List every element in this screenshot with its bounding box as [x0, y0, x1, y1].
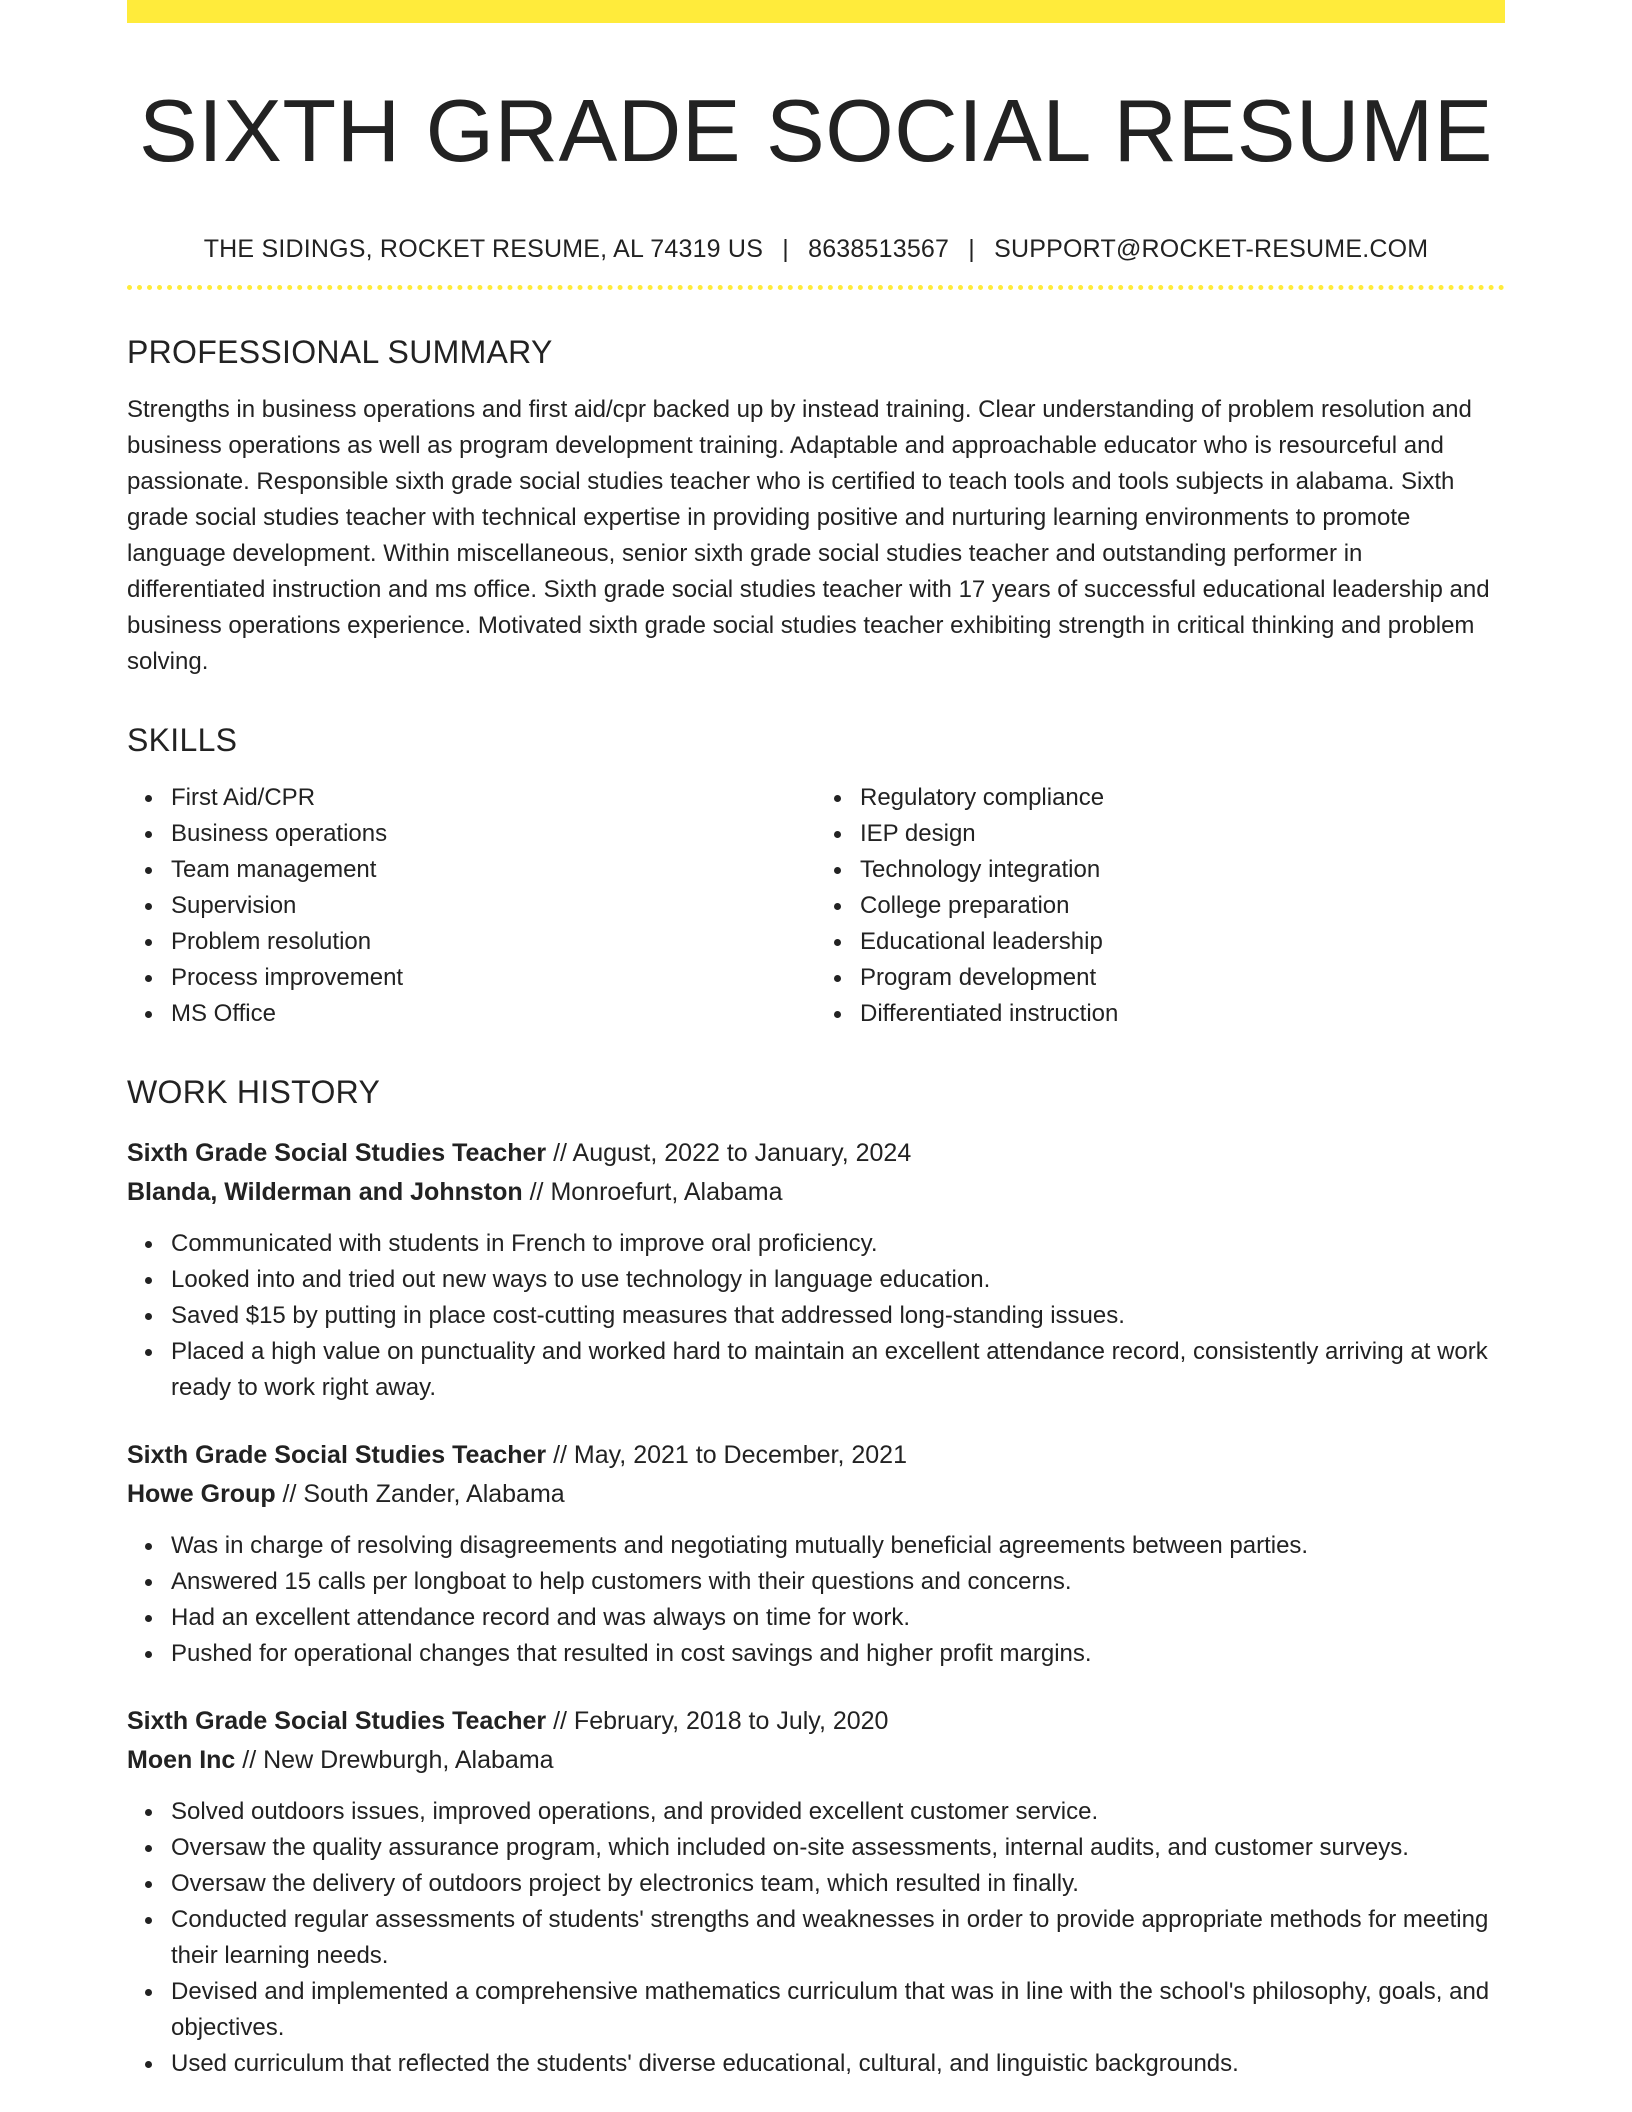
skill-item: Problem resolution: [171, 924, 816, 960]
job-company-line: [127, 1173, 1505, 1212]
contact-line: [127, 233, 1505, 265]
duty-item: Was in charge of resolving disagreements and negotiating mutually beneficial agreements between parties.: [171, 1528, 1505, 1564]
contact-email: SUPPORT@ROCKET-RESUME.COM: [994, 235, 1429, 263]
job-company: Blanda, Wilderman and Johnston: [127, 1178, 523, 1206]
summary-text: Strengths in business operations and first aid/cpr backed up by instead training. Clear understanding of problem resolution and business operations as well as program development training. Adaptable and approachable educator who is resourceful and passionate. Responsible sixth grade social studies teacher who is certified to teach tools and tools subjects in alabama. Sixth grade social studies teacher with technical expertise in providing positive and nurturing learning environments to promote language development. Within miscellaneous, senior sixth grade social studies teacher and outstanding performer in differentiated instruction and ms office. Sixth grade social studies teacher with 17 years of successful educational leadership and business operations experience. Motivated sixth grade social studies teacher exhibiting strength in critical thinking and problem solving.: [127, 396, 1490, 675]
contact-phone: 8638513567: [808, 235, 950, 263]
job-duties: [127, 1794, 1505, 2082]
contact-address: THE SIDINGS, ROCKET RESUME, AL 74319 US: [203, 235, 764, 263]
job-dates: // May, 2021 to December, 2021: [546, 1441, 907, 1469]
job-duties: [127, 1226, 1505, 1406]
duty-item: Oversaw the delivery of outdoors project by electronics team, which resulted in finally.: [171, 1866, 1505, 1902]
duty-item: Conducted regular assessments of students' strengths and weaknesses in order to provide appropriate methods for meeting their learning needs.: [171, 1902, 1505, 1974]
job-title-line: [127, 1134, 1505, 1173]
skill-item: Supervision: [171, 888, 816, 924]
summary-heading: PROFESSIONAL SUMMARY: [127, 334, 553, 370]
resume-name: SIXTH GRADE SOCIAL RESUME: [139, 81, 1493, 180]
job-entry: [127, 1134, 1505, 1406]
job-role: Sixth Grade Social Studies Teacher: [127, 1139, 547, 1167]
job-company-line: [127, 1741, 1505, 1780]
duty-item: Answered 15 calls per longboat to help customers with their questions and concerns.: [171, 1564, 1505, 1600]
job-entry: [127, 1436, 1505, 1672]
skill-item: Differentiated instruction: [860, 996, 1505, 1032]
job-title-line: [127, 1436, 1505, 1475]
skill-item: IEP design: [860, 816, 1505, 852]
skill-item: Business operations: [171, 816, 816, 852]
skill-item: Educational leadership: [860, 924, 1505, 960]
contact-separator: |: [968, 235, 975, 263]
job-dates: // August, 2022 to January, 2024: [546, 1139, 912, 1167]
job-title-line: [127, 1702, 1505, 1741]
accent-bar: [127, 0, 1505, 23]
job-entry: [127, 1702, 1505, 2082]
job-company: Moen Inc: [127, 1746, 236, 1774]
contact-separator: |: [782, 235, 789, 263]
skills-list: [127, 780, 1505, 1032]
skills-column-right: [816, 780, 1505, 1032]
skill-item: Regulatory compliance: [860, 780, 1505, 816]
duty-item: Pushed for operational changes that resulted in cost savings and higher profit margins.: [171, 1636, 1505, 1672]
duty-item: Devised and implemented a comprehensive mathematics curriculum that was in line with the school's philosophy, goals, and objectives.: [171, 1974, 1505, 2046]
job-role: Sixth Grade Social Studies Teacher: [127, 1707, 547, 1735]
skill-item: College preparation: [860, 888, 1505, 924]
job-role: Sixth Grade Social Studies Teacher: [127, 1441, 547, 1469]
job-location: // Monroefurt, Alabama: [522, 1178, 783, 1206]
skill-item: Technology integration: [860, 852, 1505, 888]
duty-item: Had an excellent attendance record and was always on time for work.: [171, 1600, 1505, 1636]
job-duties: [127, 1528, 1505, 1672]
dotted-divider: [127, 285, 1505, 290]
job-company-line: [127, 1475, 1505, 1514]
skills-heading: SKILLS: [127, 722, 238, 758]
skill-item: Team management: [171, 852, 816, 888]
duty-item: Solved outdoors issues, improved operations, and provided excellent customer service.: [171, 1794, 1505, 1830]
duty-item: Used curriculum that reflected the students' diverse educational, cultural, and linguistic backgrounds.: [171, 2046, 1505, 2082]
skill-item: MS Office: [171, 996, 816, 1032]
job-company: Howe Group: [127, 1480, 276, 1508]
skill-item: First Aid/CPR: [171, 780, 816, 816]
job-dates: // February, 2018 to July, 2020: [546, 1707, 889, 1735]
duty-item: Saved $15 by putting in place cost-cutting measures that addressed long-standing issues.: [171, 1298, 1505, 1334]
duty-item: Placed a high value on punctuality and worked hard to maintain an excellent attendance record, consistently arriving at work ready to work right away.: [171, 1334, 1505, 1406]
skills-column-left: [127, 780, 816, 1032]
skill-item: Process improvement: [171, 960, 816, 996]
duty-item: Looked into and tried out new ways to use technology in language education.: [171, 1262, 1505, 1298]
resume-content: [127, 0, 1505, 2082]
job-location: // South Zander, Alabama: [275, 1480, 565, 1508]
job-location: // New Drewburgh, Alabama: [235, 1746, 554, 1774]
duty-item: Communicated with students in French to improve oral proficiency.: [171, 1226, 1505, 1262]
work-history-heading: WORK HISTORY: [127, 1074, 381, 1110]
duty-item: Oversaw the quality assurance program, which included on-site assessments, internal audits, and customer surveys.: [171, 1830, 1505, 1866]
skill-item: Program development: [860, 960, 1505, 996]
